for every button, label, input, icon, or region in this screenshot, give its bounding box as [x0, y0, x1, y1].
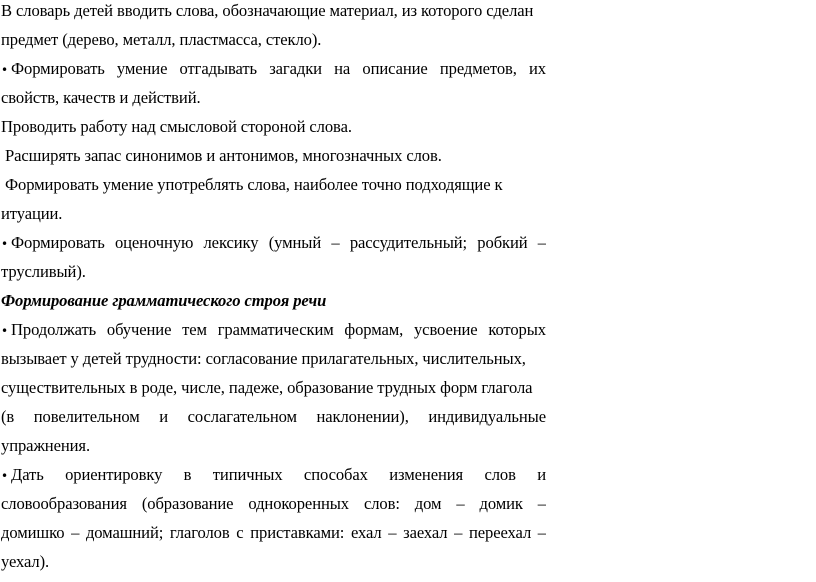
bullet-icon: • [1, 237, 8, 251]
text-line: словообразования (образование однокоренных слов: дом – домик – [1, 494, 546, 513]
bullet-icon: • [1, 469, 8, 483]
bullet-line [1, 233, 546, 253]
text-line: Дать ориентировку в типичных способах изменения слов и [11, 465, 546, 484]
text-line: Расширять запас синонимов и антонимов, многозначных слов. [5, 146, 442, 165]
text-line: домишко – домашний; глаголов с приставками: ехал – заехал – переехал – [1, 523, 546, 542]
text-line: Формировать оценочную лексику (умный – рассудительный; робкий – [11, 233, 546, 252]
text-line: Формировать умение употреблять слова, наиболее точно подходящие к [5, 175, 503, 194]
text-line: итуации. [1, 204, 63, 223]
bullet-icon: • [1, 324, 8, 338]
text-line: В словарь детей вводить слова, обозначающие материал, из которого сделан [1, 1, 534, 20]
bullet-line [1, 59, 546, 79]
text-line: существительных в роде, числе, падеже, образование трудных форм глагола [1, 378, 533, 397]
text-line: Формировать умение отгадывать загадки на описание предметов, их [11, 59, 546, 78]
bullet-icon: • [1, 63, 8, 77]
text-line: упражнения. [1, 436, 90, 455]
bullet-line [1, 465, 546, 485]
text-line: свойств, качеств и действий. [1, 88, 201, 107]
text-line: уехал). [1, 552, 50, 571]
bullet-line [1, 320, 546, 340]
text-line: (в повелительном и сослагательном наклонении), индивидуальные [1, 407, 546, 426]
text-line: Проводить работу над смысловой стороной слова. [1, 117, 352, 136]
text-line: Продолжать обучение тем грамматическим формам, усвоение которых [11, 320, 546, 339]
text-line: вызывает у детей трудности: согласование прилагательных, числительных, [1, 349, 526, 368]
text-line: предмет (дерево, металл, пластмасса, стекло). [1, 30, 322, 49]
section-heading: Формирование грамматического строя речи [1, 291, 327, 310]
text-line: трусливый). [1, 262, 86, 281]
